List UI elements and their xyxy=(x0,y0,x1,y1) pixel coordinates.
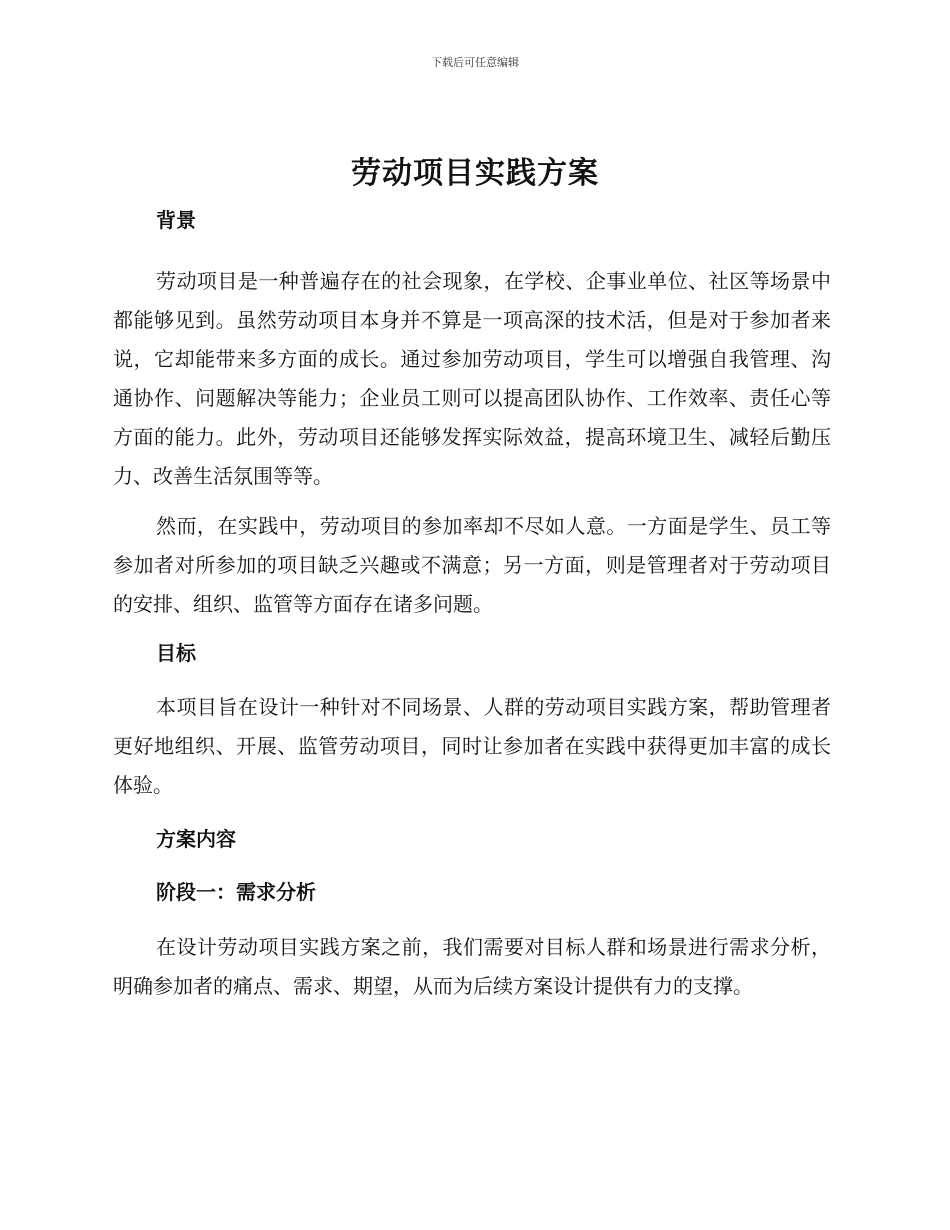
document-body xyxy=(113,200,831,1006)
document-title: 劳动项目实践方案 xyxy=(351,156,599,191)
header-note: 下载后可任意编辑 xyxy=(431,56,519,69)
background-paragraph-1: 劳动项目是一种普遍存在的社会现象，在学校、企事业单位、社区等场景中都能够见到。虽然劳动项目本身并不算是一项高深的技术活，但是对于参加者来说，它却能带来多方面的成长。通过参加劳动项目，学生可以增强自我管理、沟通协作、问题解决等能力；企业员工则可以提高团队协作、工作效率、责任心等方面的能力。此外，劳动项目还能够发挥实际效益，提高环境卫生、减轻后勤压力、改善生活氛围等等。 xyxy=(113,269,831,488)
phase1-heading: 阶段一：需求分析 xyxy=(156,880,316,904)
goal-paragraph: 本项目旨在设计一种针对不同场景、人群的劳动项目实践方案，帮助管理者更好地组织、开展、监管劳动项目，同时让参加者在实践中获得更加丰富的成长体验。 xyxy=(113,695,831,797)
background-paragraph-2: 然而，在实践中，劳动项目的参加率却不尽如人意。一方面是学生、员工等参加者对所参加的项目缺乏兴趣或不满意；另一方面，则是管理者对于劳动项目的安排、组织、监管等方面存在诸多问题。 xyxy=(113,514,831,616)
background-heading: 背景 xyxy=(156,208,196,232)
plan-heading: 方案内容 xyxy=(156,827,236,851)
goal-heading: 目标 xyxy=(156,641,196,665)
phase1-paragraph: 在设计劳动项目实践方案之前，我们需要对目标人群和场景进行需求分析，明确参加者的痛点、需求、期望，从而为后续方案设计提供有力的支撑。 xyxy=(113,935,831,998)
